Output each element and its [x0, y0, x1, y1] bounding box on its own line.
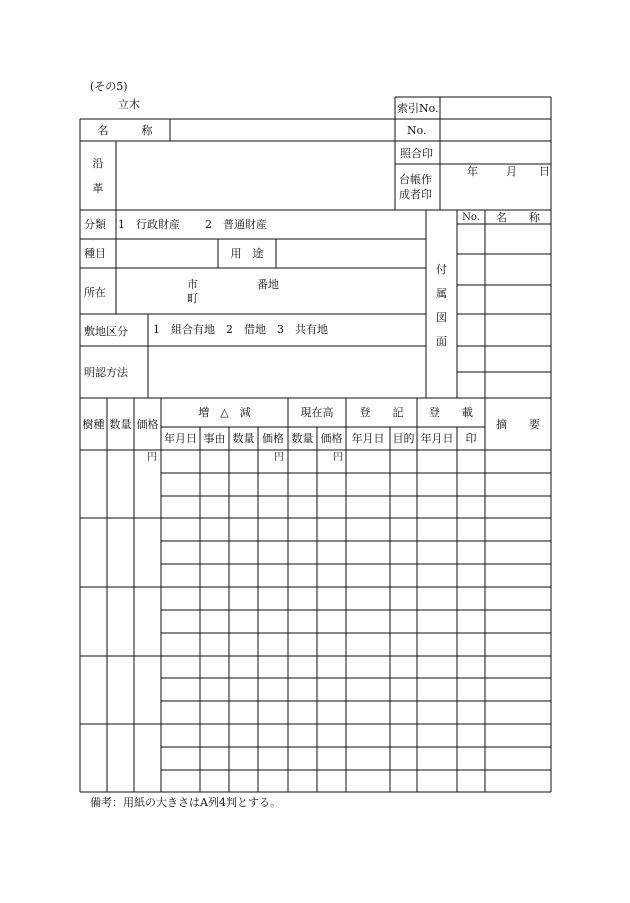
lot-number-label: 番地: [257, 278, 279, 291]
change-reason-subheader: 事由: [203, 432, 226, 445]
attached-drawing-label-4: 面: [436, 335, 447, 348]
current-quantity-subheader: 数量: [291, 432, 314, 445]
registration-purpose-subheader: 目的: [392, 432, 415, 445]
attached-drawing-label-1: 付: [436, 263, 447, 276]
site-category-label: 敷地区分: [84, 325, 128, 338]
history-label-1: 沿: [92, 157, 104, 170]
identification-method-label: 明認方法: [84, 366, 128, 379]
site-category-options: 1 組合有地 2 借地 3 共有地: [153, 323, 328, 336]
attached-drawing-label-3: 図: [436, 311, 447, 324]
record-date-subheader: 年月日: [420, 432, 454, 445]
registration-date-subheader: 年月日: [351, 432, 385, 445]
drawing-no-header: No.: [462, 212, 480, 223]
footer-note: 備考：用紙の大きさはA列4判とする。: [90, 796, 281, 809]
date-month: 月: [506, 165, 517, 178]
attached-drawing-label-2: 属: [436, 287, 447, 300]
drawing-name-header: 名 称: [496, 211, 540, 224]
current-holdings-header: 現在高: [300, 406, 334, 419]
price-yen-unit: 円: [147, 452, 157, 463]
change-quantity-subheader: 数量: [232, 432, 255, 445]
change-price-subheader: 価格: [262, 432, 284, 445]
ledger-creator-label-1: 台帳作: [399, 173, 432, 186]
remarks-header: 摘 要: [496, 418, 540, 431]
current-price-subheader: 価格: [320, 432, 343, 445]
form-number: (その5): [90, 80, 128, 93]
town-label: 町: [187, 292, 198, 305]
ledger-creator-label-2: 成者印: [399, 188, 432, 201]
usage-label: 用 途: [230, 247, 264, 260]
classification-option-1: 1 行政財産: [118, 218, 180, 231]
quantity-header: 数量: [109, 418, 132, 431]
city-label: 市: [187, 278, 198, 291]
price-header: 価格: [136, 418, 159, 431]
record-seal-subheader: 印: [465, 432, 477, 445]
classification-option-2: 2 普通財産: [205, 218, 267, 231]
classification-label: 分類: [84, 218, 106, 231]
location-label: 所在: [84, 286, 106, 299]
date-year: 年: [467, 165, 478, 178]
change-header: 増 △ 減: [198, 406, 251, 419]
no-label: No.: [407, 124, 427, 137]
form-subtitle: 立木: [118, 98, 140, 111]
record-header: 登 載: [429, 406, 473, 419]
index-no-label: 索引No.: [397, 102, 439, 115]
registration-header: 登 記: [359, 406, 404, 419]
change-price-yen-unit: 円: [274, 452, 284, 463]
current-price-yen-unit: 円: [333, 452, 343, 463]
tree-species-header: 樹種: [82, 418, 105, 431]
verification-seal-label: 照合印: [400, 147, 433, 160]
date-day: 日: [539, 165, 550, 178]
change-date-subheader: 年月日: [164, 432, 197, 445]
item-type-label: 種目: [84, 247, 106, 260]
history-label-2: 革: [92, 182, 104, 195]
name-label: 名 称: [97, 124, 153, 137]
